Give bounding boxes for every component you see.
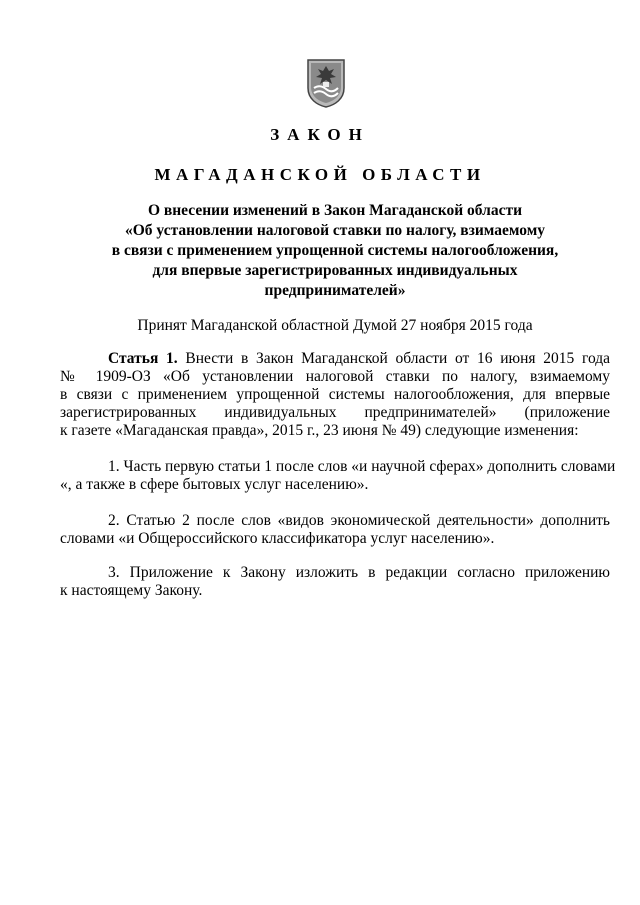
item-line: 3. Приложение к Закону изложить в редакции согласно приложению — [108, 564, 610, 581]
article-1-paragraph — [60, 350, 610, 440]
item-line: 2. Статью 2 после слов «видов экономической деятельности» дополнить — [108, 512, 610, 529]
heading-line: в связи с применением упрощенной системы налогообложения, — [111, 242, 559, 259]
article-label: Статья 1. — [108, 350, 178, 367]
item-line: словами «и Общероссийского классификатора услуг населению». — [60, 530, 495, 547]
item-line: 1. Часть первую статьи 1 после слов «и научной сферах» дополнить словами — [108, 458, 616, 475]
coat-of-arms-icon — [306, 58, 346, 108]
law-heading — [60, 201, 610, 301]
law-title: ЗАКОН — [270, 125, 370, 144]
article-line-text: Внести в Закон Магаданской области от 16 июня 2015 года — [185, 350, 611, 367]
adoption-note: Принят Магаданской областной Думой 27 ноября 2015 года — [137, 317, 533, 334]
heading-line: предпринимателей» — [264, 282, 406, 299]
heading-line: О внесении изменений в Закон Магаданской области — [147, 202, 523, 219]
region-title: МАГАДАНСКОЙ ОБЛАСТИ — [154, 165, 486, 184]
amendment-item-3 — [60, 564, 610, 600]
amendment-item-2 — [60, 512, 610, 548]
item-line: к настоящему Закону. — [60, 582, 203, 599]
article-line: зарегистрированных индивидуальных предпринимателей» (приложение — [60, 404, 610, 421]
article-line: в связи с применением упрощенной системы налогообложения, для впервые — [60, 386, 610, 403]
article-line: № 1909-ОЗ «Об установлении налоговой ставки по налогу, взимаемому — [60, 368, 610, 385]
amendment-item-1 — [60, 458, 616, 494]
item-line: «, а также в сфере бытовых услуг населению». — [60, 476, 369, 493]
heading-line: для впервые зарегистрированных индивидуальных — [152, 262, 518, 279]
article-line — [60, 350, 610, 368]
heading-line: «Об установлении налоговой ставки по налогу, взимаемому — [124, 222, 545, 239]
article-line: к газете «Магаданская правда», 2015 г., 23 июня № 49) следующие изменения: — [60, 422, 579, 439]
